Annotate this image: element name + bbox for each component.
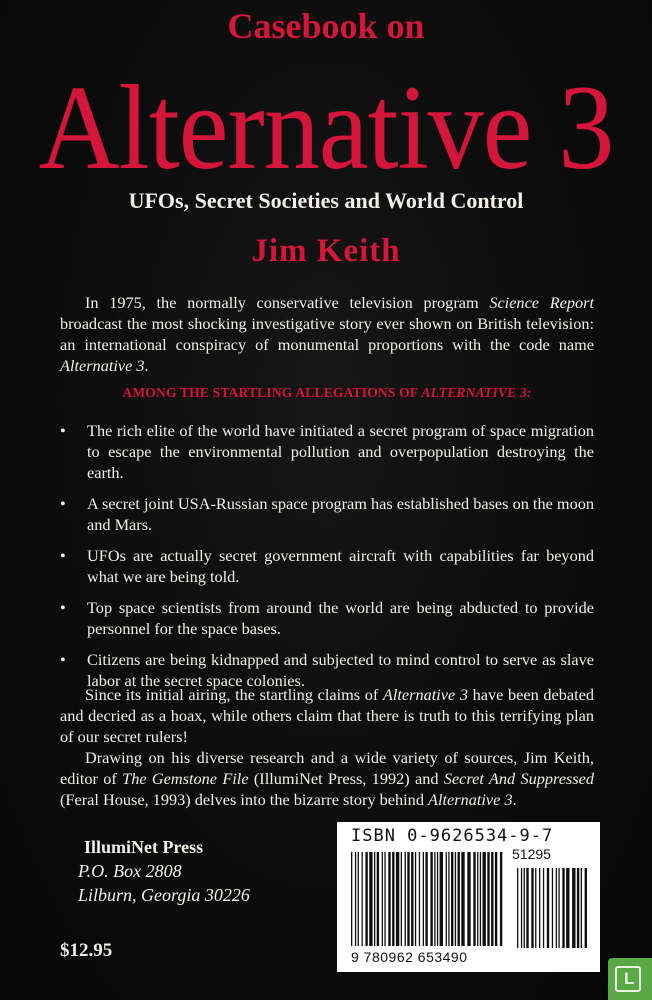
bullet-icon: • bbox=[60, 494, 66, 513]
airing-text-2: have been debated and decried as a hoax, while others claim that there is truth to this terrifying plan of our secret rulers! bbox=[60, 685, 595, 746]
allegations-list bbox=[60, 420, 594, 701]
barcode-bar bbox=[572, 868, 575, 948]
barcode-bar bbox=[480, 852, 481, 946]
barcode-bar bbox=[581, 868, 582, 948]
barcode-bar bbox=[455, 852, 456, 946]
bullet-icon: • bbox=[60, 546, 66, 565]
research-text-4: . bbox=[512, 790, 517, 809]
allegations-heading-text: AMONG THE STARTLING ALLEGATIONS OF bbox=[122, 385, 422, 400]
barcode-bar bbox=[451, 852, 453, 946]
sticker-logo-icon bbox=[615, 966, 641, 992]
barcode-bar bbox=[384, 852, 385, 946]
barcode-bar bbox=[446, 852, 447, 946]
barcode-bar bbox=[556, 868, 557, 948]
sticker-letter: L bbox=[624, 969, 635, 988]
subtitle: UFOs, Secret Societies and World Control bbox=[128, 188, 524, 213]
publisher-address-line-2: Lilburn, Georgia 30226 bbox=[78, 885, 250, 905]
barcode-icon bbox=[347, 852, 592, 950]
barcode-bar bbox=[517, 868, 518, 948]
intro-program-name: Science Report bbox=[489, 293, 595, 312]
barcode-bar bbox=[562, 868, 564, 948]
barcode-bar bbox=[423, 852, 424, 946]
barcode-bar bbox=[526, 868, 528, 948]
allegations-heading bbox=[60, 385, 594, 401]
barcode-bar bbox=[407, 852, 409, 946]
list-item-text: The rich elite of the world have initiated a secret program of space migration to escape the environmental pollution and overpopulation destroying the earth. bbox=[87, 421, 594, 482]
barcode-bar bbox=[365, 852, 367, 946]
barcode-bar bbox=[577, 868, 579, 948]
list-item-text: Top space scientists from around the world are being abducted to provide personnel for the space bases. bbox=[87, 598, 594, 638]
publisher-address-line-1: P.O. Box 2808 bbox=[78, 861, 182, 881]
barcode-bar bbox=[382, 852, 383, 946]
title-line-2: Alternative 3 bbox=[38, 61, 614, 195]
barcode-bar bbox=[491, 852, 493, 946]
barcode-bar bbox=[430, 852, 432, 946]
research-text-3: (Feral House, 1993) delves into the bizarre story behind bbox=[60, 790, 429, 809]
barcode-bar bbox=[547, 868, 549, 948]
intro-text-2: broadcast the most shocking investigative story ever shown on British television: an international conspiracy of monumental proportions with the code name bbox=[60, 314, 594, 354]
list-item-text: A secret joint USA-Russian space program has established bases on the moon and Mars. bbox=[87, 494, 594, 534]
bullet-icon: • bbox=[60, 598, 66, 617]
barcode-bar bbox=[415, 852, 416, 946]
barcode-bar bbox=[487, 852, 489, 946]
barcode-bar bbox=[351, 852, 352, 946]
barcode-bar bbox=[543, 868, 544, 948]
barcode-bar bbox=[535, 868, 536, 948]
bullet-icon: • bbox=[60, 421, 66, 440]
research-paragraph bbox=[60, 747, 594, 810]
barcode-bar bbox=[585, 868, 587, 948]
title-line-1: Casebook on bbox=[227, 6, 425, 46]
barcode-bar bbox=[448, 852, 449, 946]
bullet-icon: • bbox=[60, 650, 66, 669]
barcode-bar bbox=[405, 852, 406, 946]
airing-text-1: Since its initial airing, the startling claims of bbox=[85, 685, 383, 704]
publisher-name: IllumiNet Press bbox=[84, 837, 204, 857]
isbn-label: ISBN 0-9626534-9-7 bbox=[351, 826, 554, 846]
barcode-bar bbox=[467, 852, 470, 946]
barcode-bar bbox=[369, 852, 372, 946]
intro-text-3: . bbox=[144, 356, 149, 375]
barcode-bar bbox=[458, 852, 460, 946]
airing-italic: Alternative 3 bbox=[382, 685, 469, 704]
barcode-bar bbox=[473, 852, 475, 946]
barcode-bar bbox=[440, 852, 443, 946]
barcode-bar bbox=[358, 852, 359, 946]
list-item bbox=[60, 545, 594, 587]
allegations-heading-italic: ALTERNATIVE 3: bbox=[421, 385, 532, 400]
barcode-bar bbox=[401, 852, 402, 946]
barcode-bar bbox=[377, 852, 379, 946]
barcode-addon-digits: 51295 bbox=[512, 846, 551, 862]
store-sticker bbox=[608, 958, 652, 1000]
airing-paragraph bbox=[60, 684, 594, 747]
barcode-bar bbox=[539, 868, 540, 948]
intro-paragraph bbox=[60, 292, 594, 376]
list-item bbox=[60, 597, 594, 639]
barcode-bar bbox=[524, 868, 525, 948]
research-text-2: (IllumiNet Press, 1992) and bbox=[248, 769, 444, 788]
barcode-bar bbox=[500, 852, 502, 946]
intro-text-1: In 1975, the normally conservative television program bbox=[85, 293, 490, 312]
barcode-bar bbox=[531, 868, 533, 948]
book-title-secret: Secret And Suppressed bbox=[443, 769, 595, 788]
barcode-bar bbox=[396, 852, 399, 946]
intro-codename: Alternative 3 bbox=[60, 356, 145, 375]
barcode-bar bbox=[566, 868, 569, 948]
list-item-text: UFOs are actually secret government aircraft with capabilities far beyond what we are being told. bbox=[87, 546, 594, 586]
publisher-block bbox=[78, 835, 250, 907]
price: $12.95 bbox=[60, 940, 113, 961]
barcode-bar bbox=[362, 852, 363, 946]
barcode-bar bbox=[434, 852, 435, 946]
list-item bbox=[60, 493, 594, 535]
book-title-gemstone: The Gemstone File bbox=[122, 769, 249, 788]
barcode-bar bbox=[495, 852, 497, 946]
barcode-bar bbox=[411, 852, 413, 946]
barcode-bar bbox=[392, 852, 394, 946]
barcode-bar bbox=[477, 852, 478, 946]
barcode-bar bbox=[521, 868, 522, 948]
list-item bbox=[60, 420, 594, 483]
isbn-barcode-box bbox=[337, 822, 600, 972]
list-item-text: Citizens are being kidnapped and subjected to mind control to serve as slave labor at the secret space colonies. bbox=[87, 650, 594, 690]
barcode-bar bbox=[552, 868, 553, 948]
barcode-digits: 9 780962 653490 bbox=[351, 949, 468, 965]
barcode-bar bbox=[558, 868, 559, 948]
barcode-bar bbox=[419, 852, 420, 946]
barcode-bar bbox=[425, 852, 427, 946]
barcode-bar bbox=[437, 852, 438, 946]
research-text-1: Drawing on his diverse research and a wide variety of sources, Jim Keith, editor of bbox=[60, 748, 594, 788]
barcode-bar bbox=[461, 852, 464, 946]
barcode-bar bbox=[374, 852, 375, 946]
barcode-bar bbox=[388, 852, 390, 946]
barcode-bar bbox=[355, 852, 356, 946]
book-title-alt3: Alternative 3 bbox=[428, 790, 513, 809]
barcode-bar bbox=[483, 852, 486, 946]
author-name: Jim Keith bbox=[251, 233, 401, 269]
